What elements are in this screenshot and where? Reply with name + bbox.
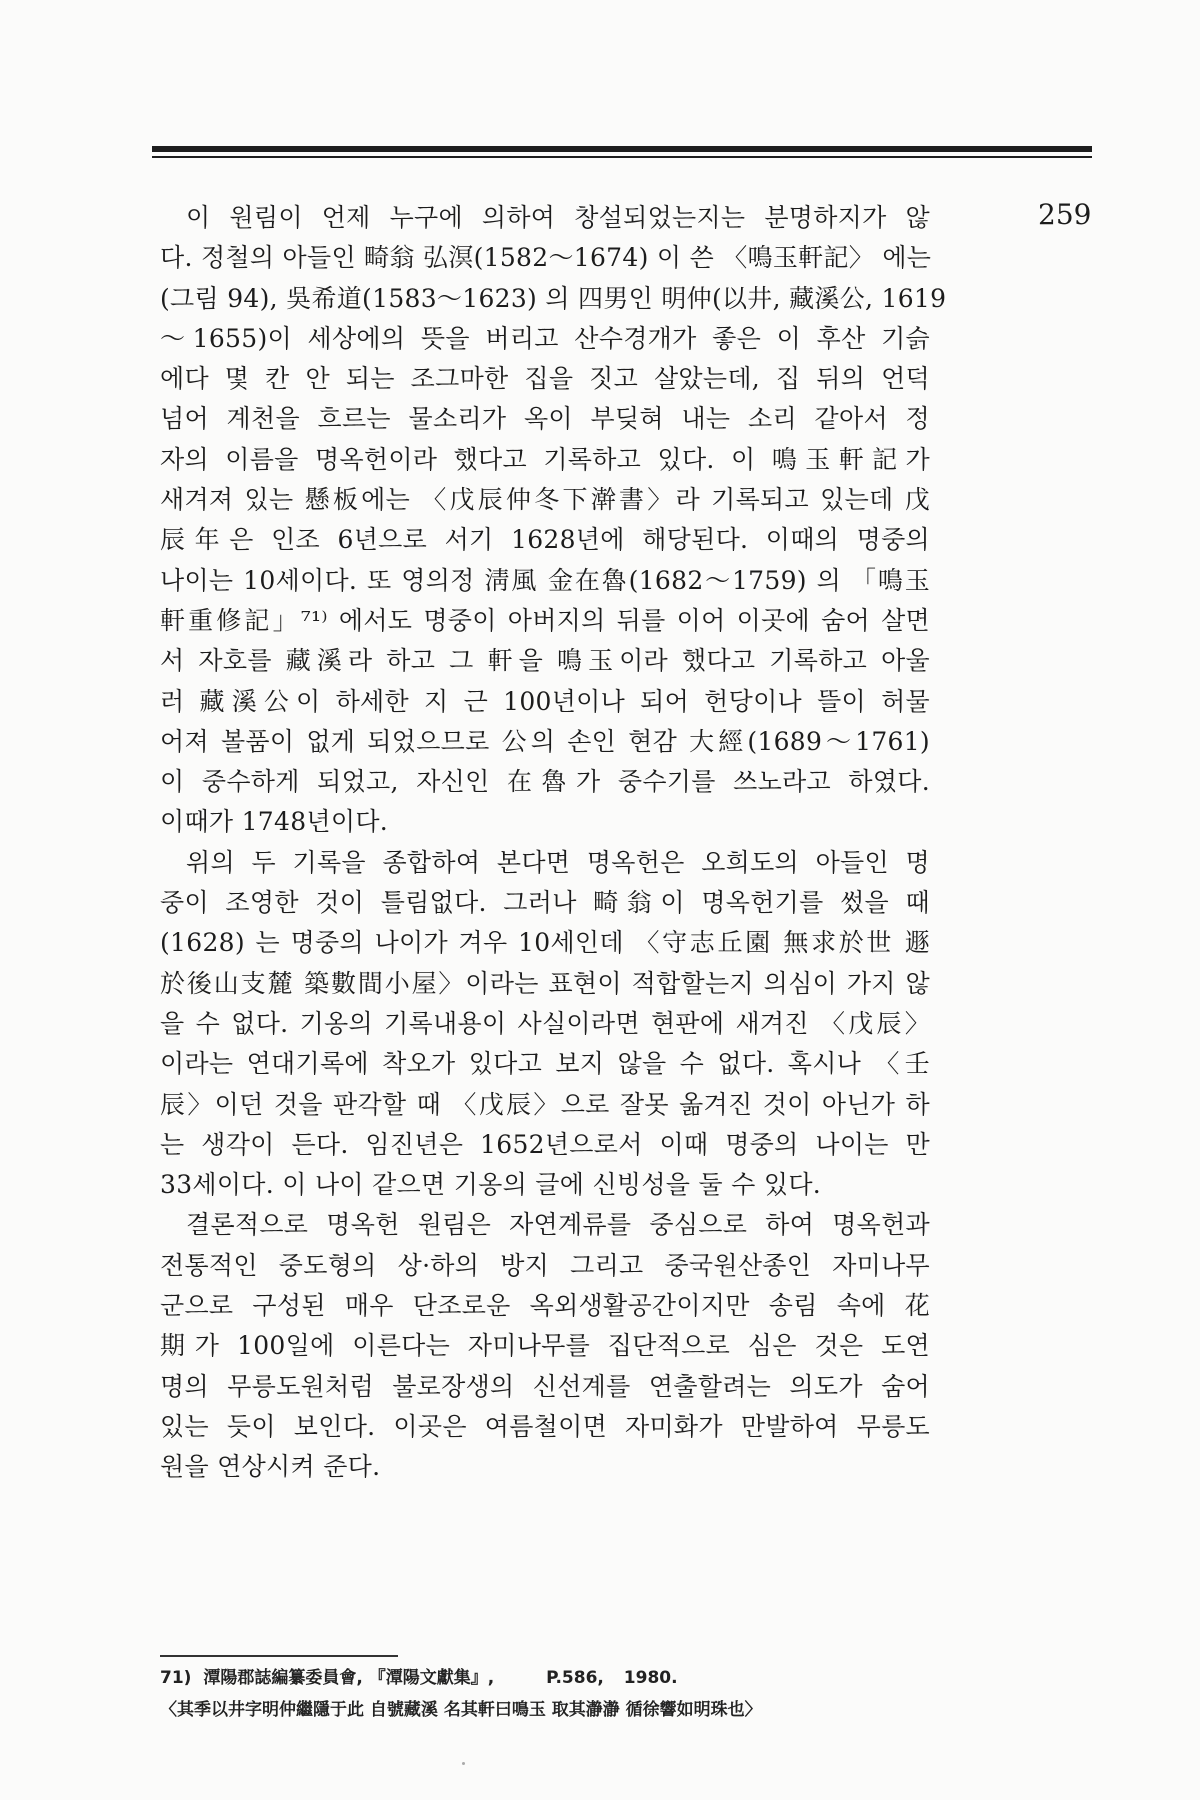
footnote-year: 1980. xyxy=(623,1668,678,1688)
header-rule-thick xyxy=(152,146,1092,152)
footnote-number: 71) xyxy=(160,1668,192,1688)
text-line: 이때가 1748년이다. xyxy=(160,807,389,837)
footnote-quote: 〈其季以井字明仲繼隱于此 自號藏溪 名其軒曰鳴玉 取其瀞瀞 循徐響如明珠也〉 xyxy=(160,1700,762,1720)
text-line: 이 원림이 언제 누구에 의하여 창설되었는지는 분명하지가 않 xyxy=(186,203,930,232)
paragraph-3 xyxy=(160,1205,930,1487)
footnote-publisher: 潭陽郡誌編纂委員會, 『潭陽文獻集』, xyxy=(203,1668,495,1688)
text-line: 중이 조영한 것이 틀림없다. 그러나 畸翁이 명옥헌기를 썼을 때 xyxy=(160,888,930,918)
text-line: 軒重修記」⁷¹⁾ 에서도 명중이 아버지의 뒤를 이어 이곳에 숨어 살면 xyxy=(160,605,930,635)
footnote-rule xyxy=(160,1655,398,1657)
text-line: ～1655)이 세상에의 뜻을 버리고 산수경개가 좋은 이 후산 기슭 xyxy=(160,323,930,353)
paragraph-2 xyxy=(160,843,930,1206)
text-line: (그림 94), 吳希道(1583～1623) 의 四男인 明仲(以井, 藏溪公, 1619 xyxy=(160,283,947,313)
body-text xyxy=(160,198,947,1488)
paragraph-1 xyxy=(160,198,947,843)
scan-speck xyxy=(462,1762,465,1765)
text-line: 어져 볼품이 없게 되었으므로 公의 손인 현감 大經(1689～1761) xyxy=(160,726,930,756)
header-rule-thin xyxy=(152,156,1092,158)
text-line: 다. 정철의 아들인 畸翁 弘溟(1582～1674) 이 쓴 〈鳴玉軒記〉 에는 xyxy=(160,243,932,273)
text-line: 전통적인 중도형의 상·하의 방지 그리고 중국원산종인 자미나무 xyxy=(160,1250,930,1280)
text-line: 위의 두 기록을 종합하여 본다면 명옥헌은 오희도의 아들인 명 xyxy=(186,847,930,877)
text-line: 군으로 구성된 매우 단조로운 옥외생활공간이지만 송림 속에 花 xyxy=(160,1291,930,1321)
text-line: 於後山支麓 築數間小屋〉이라는 표현이 적합할는지 의심이 가지 않 xyxy=(160,968,930,998)
footnote-page: P.586, xyxy=(546,1668,604,1688)
text-line: 결론적으로 명옥헌 원림은 자연계류를 중심으로 하여 명옥헌과 xyxy=(186,1210,930,1240)
text-line: 새겨져 있는 懸板에는 〈戊辰仲冬下澣書〉라 기록되고 있는데 戊 xyxy=(160,485,930,515)
text-line: 원을 연상시켜 준다. xyxy=(160,1452,381,1482)
text-line: 는 생각이 든다. 임진년은 1652년으로서 이때 명중의 나이는 만 xyxy=(160,1129,930,1159)
text-line: 33세이다. 이 나이 같으면 기옹의 글에 신빙성을 둘 수 있다. xyxy=(160,1170,822,1200)
text-line: 을 수 없다. 기옹의 기록내용이 사실이라면 현판에 새겨진 〈戊辰〉 xyxy=(160,1008,930,1038)
text-line: 명의 무릉도원처럼 불로장생의 신선계를 연출할려는 의도가 숨어 xyxy=(160,1371,930,1401)
text-line: 러 藏溪公이 하세한 지 근 100년이나 되어 헌당이나 뜰이 허물 xyxy=(160,686,930,716)
text-line: 이라는 연대기록에 착오가 있다고 보지 않을 수 없다. 혹시나 〈壬 xyxy=(160,1049,930,1079)
text-line: 이 중수하게 되었고, 자신인 在魯가 중수기를 쓰노라고 하였다. xyxy=(160,767,930,797)
footnote-citation xyxy=(160,1662,940,1694)
text-line: 에다 몇 칸 안 되는 조그마한 집을 짓고 살았는데, 집 뒤의 언덕 xyxy=(160,364,930,394)
footnote xyxy=(160,1662,940,1726)
text-line: 자의 이름을 명옥헌이라 했다고 기록하고 있다. 이 鳴玉軒記가 xyxy=(160,444,930,474)
text-line: 서 자호를 藏溪라 하고 그 軒을 鳴玉이라 했다고 기록하고 아울 xyxy=(160,646,930,676)
page-number: 259 xyxy=(1038,198,1092,231)
text-line: 넘어 계천을 흐르는 물소리가 옥이 부딪혀 내는 소리 같아서 정 xyxy=(160,404,930,434)
text-line: 나이는 10세이다. 또 영의정 淸風 金在魯(1682～1759) 의 「鳴玉 xyxy=(160,565,930,595)
text-line: 期가 100일에 이른다는 자미나무를 집단적으로 심은 것은 도연 xyxy=(160,1331,930,1361)
text-line: 있는 듯이 보인다. 이곳은 여름철이면 자미화가 만발하여 무릉도 xyxy=(160,1411,930,1441)
text-line: 辰年은 인조 6년으로 서기 1628년에 해당된다. 이때의 명중의 xyxy=(160,525,930,555)
text-line: 辰〉이던 것을 판각할 때 〈戊辰〉으로 잘못 옮겨진 것이 아닌가 하 xyxy=(160,1089,930,1119)
text-line: (1628) 는 명중의 나이가 겨우 10세인데 〈守志丘園 無求於世 遯 xyxy=(160,928,930,958)
